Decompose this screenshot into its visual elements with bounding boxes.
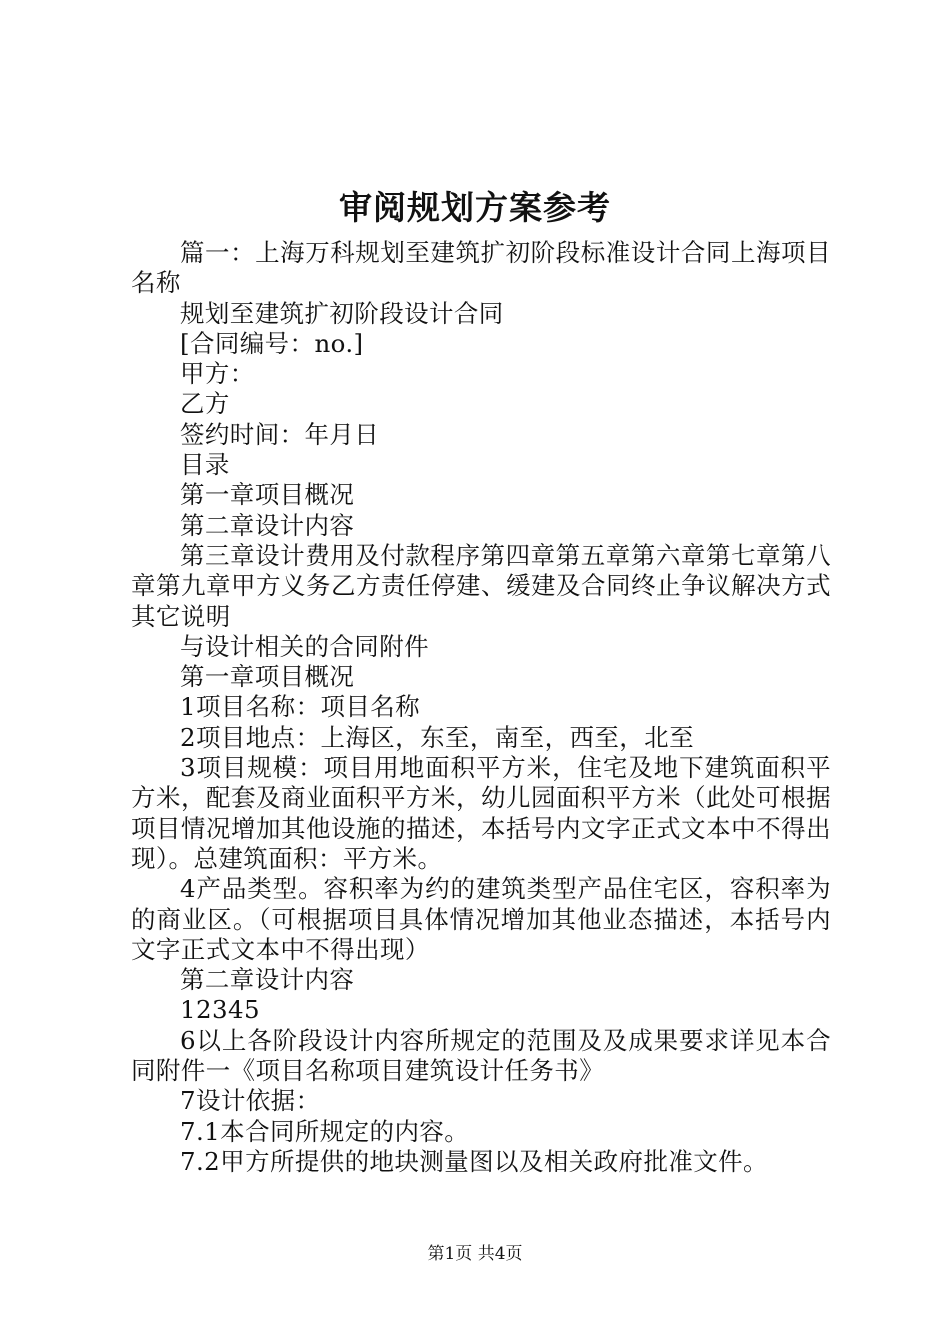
paragraph: 7.2甲方所提供的地块测量图以及相关政府批准文件。 (180, 1146, 768, 1176)
paragraph: 12345 (180, 995, 260, 1025)
paragraph: 目录 (180, 450, 230, 480)
document-body (131, 238, 831, 1177)
paragraph: 签约时间：年月日 (180, 419, 380, 449)
paragraph: 7设计依据： (180, 1086, 321, 1116)
paragraph: 4产品类型。容积率为约的建筑类型产品住宅区，容积率为的商业区。（可根据项目具体情况增加其他业态描述，本括号内文字正式文本中不得出现） (131, 874, 831, 964)
paragraph: 7.1本合同所规定的内容。 (180, 1116, 470, 1146)
paragraph: 与设计相关的合同附件 (180, 631, 429, 661)
paragraph: 第二章设计内容 (180, 510, 355, 540)
paragraph: 第一章项目概况 (180, 662, 355, 692)
paragraph: 规划至建筑扩初阶段设计合同 (180, 298, 504, 328)
page-number-footer: 第1页 共4页 (427, 1244, 523, 1264)
paragraph: 3项目规模：项目用地面积平方米，住宅及地下建筑面积平方米，配套及商业面积平方米，幼儿园面积平方米（此处可根据项目情况增加其他设施的描述，本括号内文字正式文本中不得出现）。总建筑面积：平方米。 (131, 753, 831, 873)
paragraph: 第一章项目概况 (180, 480, 355, 510)
paragraph: 乙方 (180, 389, 230, 419)
document-title: 审阅规划方案参考 (339, 188, 611, 227)
paragraph: 1项目名称：项目名称 (180, 692, 421, 722)
paragraph: 2项目地点：上海区，东至，南至，西至，北至 (180, 722, 694, 752)
paragraph: 篇一：上海万科规划至建筑扩初阶段标准设计合同上海项目名称 (131, 238, 831, 298)
paragraph: 第三章设计费用及付款程序第四章第五章第六章第七章第八章第九章甲方义务乙方责任停建、缓建及合同终止争议解决方式其它说明 (131, 540, 831, 631)
paragraph: 甲方： (180, 359, 255, 389)
paragraph: 6以上各阶段设计内容所规定的范围及及成果要求详见本合同附件一《项目名称项目建筑设计任务书》 (131, 1025, 831, 1086)
paragraph: [合同编号：no.] (180, 328, 364, 358)
paragraph: 第二章设计内容 (180, 965, 355, 995)
